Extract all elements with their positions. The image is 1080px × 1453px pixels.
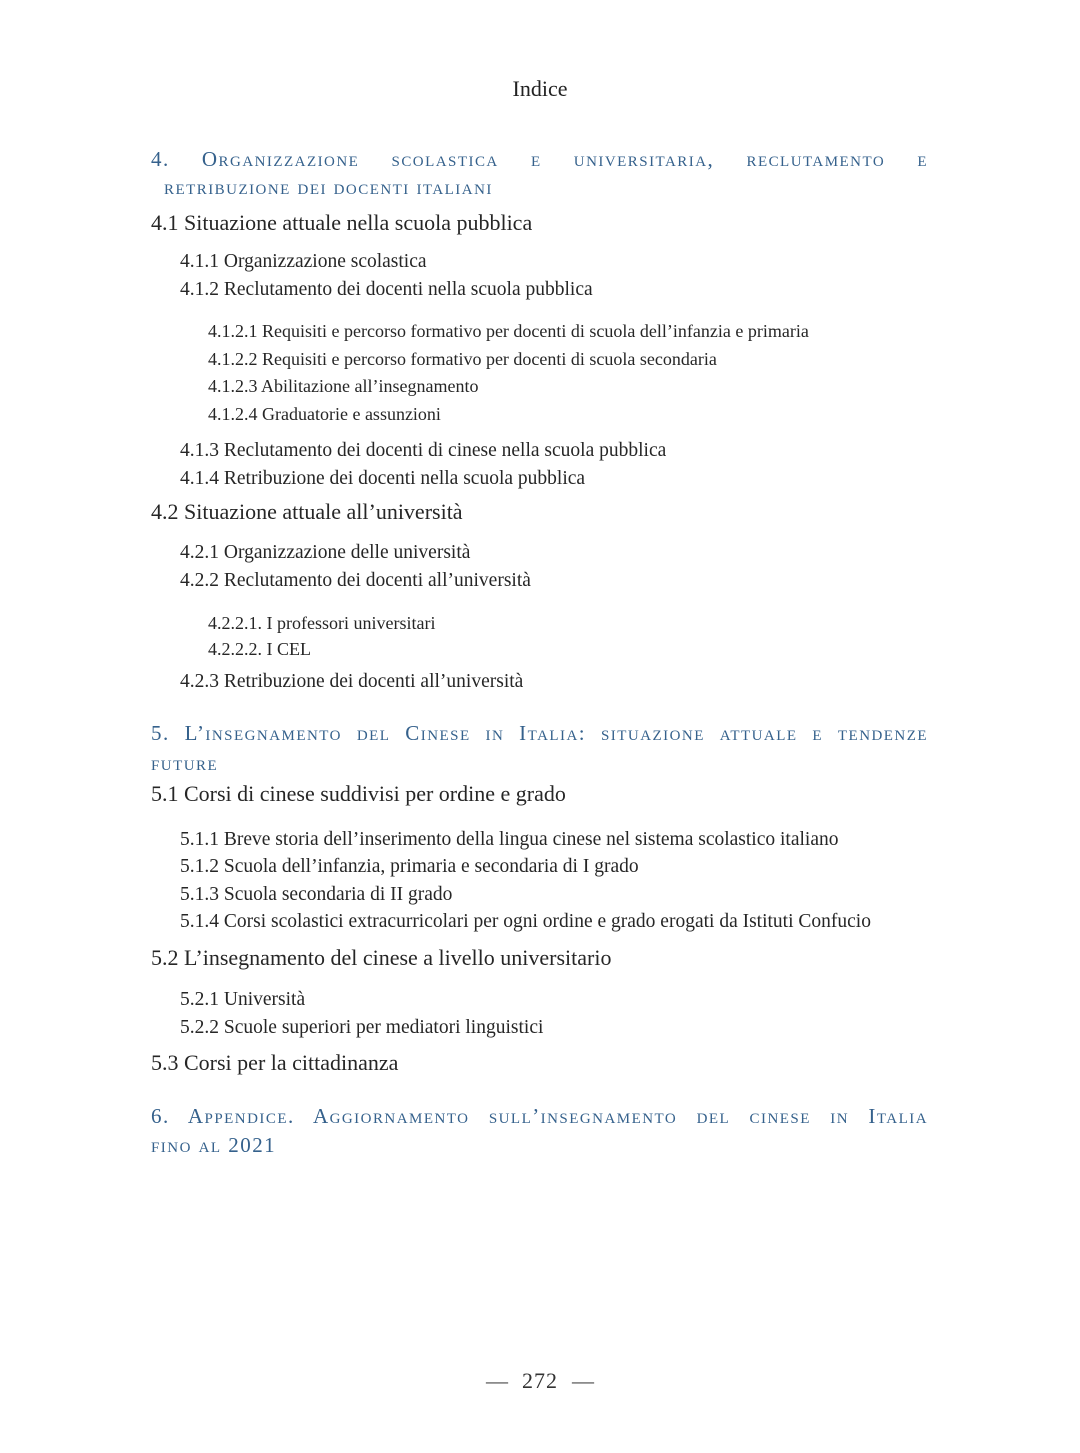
toc-entry-4-2-2: 4.2.2 Reclutamento dei docenti all’università [180, 570, 531, 591]
chapter-4-heading-line-2: retribuzione dei docenti italiani [164, 175, 493, 199]
toc-entry-4-1-2-4: 4.1.2.4 Graduatorie e assunzioni [208, 404, 441, 424]
toc-entry-4-2-2-1: 4.2.2.1. I professori universitari [208, 613, 436, 633]
toc-entry-5-2-1: 5.2.1 Università [180, 989, 306, 1010]
footer-dash-right: — [572, 1368, 594, 1393]
toc-entry-5-1-2: 5.1.2 Scuola dell’infanzia, primaria e secondaria di I grado [180, 856, 639, 877]
toc-entry-4-1-2-1: 4.1.2.1 Requisiti e percorso formativo per docenti di scuola dell’infanzia e primaria [208, 321, 809, 341]
toc-entry-5-2: 5.2 L’insegnamento del cinese a livello universitario [151, 945, 612, 970]
toc-entry-4-1-1: 4.1.1 Organizzazione scolastica [180, 251, 427, 272]
toc-entry-5-3: 5.3 Corsi per la cittadinanza [151, 1050, 399, 1075]
toc-entry-4-1-2-3: 4.1.2.3 Abilitazione all’insegnamento [208, 376, 479, 396]
footer-dash-left: — [486, 1368, 508, 1393]
toc-entry-4-1-4: 4.1.4 Retribuzione dei docenti nella scuola pubblica [180, 468, 586, 489]
toc-entry-4-1-3: 4.1.3 Reclutamento dei docenti di cinese nella scuola pubblica [180, 440, 667, 461]
toc-entry-5-1: 5.1 Corsi di cinese suddivisi per ordine e grado [151, 781, 566, 806]
chapter-5-heading-line-1: 5. L’insegnamento del Cinese in Italia: situazione attuale e tendenze [151, 721, 928, 745]
toc-entry-5-1-4: 5.1.4 Corsi scolastici extracurricolari per ogni ordine e grado erogati da Istituti Confucio [180, 911, 871, 932]
chapter-5-heading-line-2: future [151, 751, 219, 775]
toc-entry-5-1-1: 5.1.1 Breve storia dell’inserimento della lingua cinese nel sistema scolastico italiano [180, 829, 839, 850]
page-footer [0, 1370, 1080, 1392]
toc-entry-4-2-3: 4.2.3 Retribuzione dei docenti all’università [180, 671, 524, 692]
chapter-4-heading-line-1: 4. Organizzazione scolastica e universitaria, reclutamento e [151, 147, 928, 171]
chapter-6-heading-line-1: 6. Appendice. Aggiornamento sull’insegnamento del cinese in Italia [151, 1104, 928, 1128]
toc-entry-5-1-3: 5.1.3 Scuola secondaria di II grado [180, 884, 453, 905]
toc-entry-4-1-2-2: 4.1.2.2 Requisiti e percorso formativo per docenti di scuola secondaria [208, 349, 717, 369]
toc-entry-4-2-2-2: 4.2.2.2. I CEL [208, 639, 311, 659]
toc-entry-4-2-1: 4.2.1 Organizzazione delle università [180, 542, 471, 563]
chapter-6-heading-line-2: fino al 2021 [151, 1133, 277, 1157]
page-title: Indice [512, 76, 568, 101]
toc-entry-4-2: 4.2 Situazione attuale all’università [151, 499, 463, 524]
toc-entry-4-1: 4.1 Situazione attuale nella scuola pubblica [151, 210, 533, 235]
page-number: 272 [522, 1368, 558, 1393]
toc-entry-5-2-2: 5.2.2 Scuole superiori per mediatori linguistici [180, 1017, 544, 1038]
toc-entry-4-1-2: 4.1.2 Reclutamento dei docenti nella scuola pubblica [180, 279, 593, 300]
